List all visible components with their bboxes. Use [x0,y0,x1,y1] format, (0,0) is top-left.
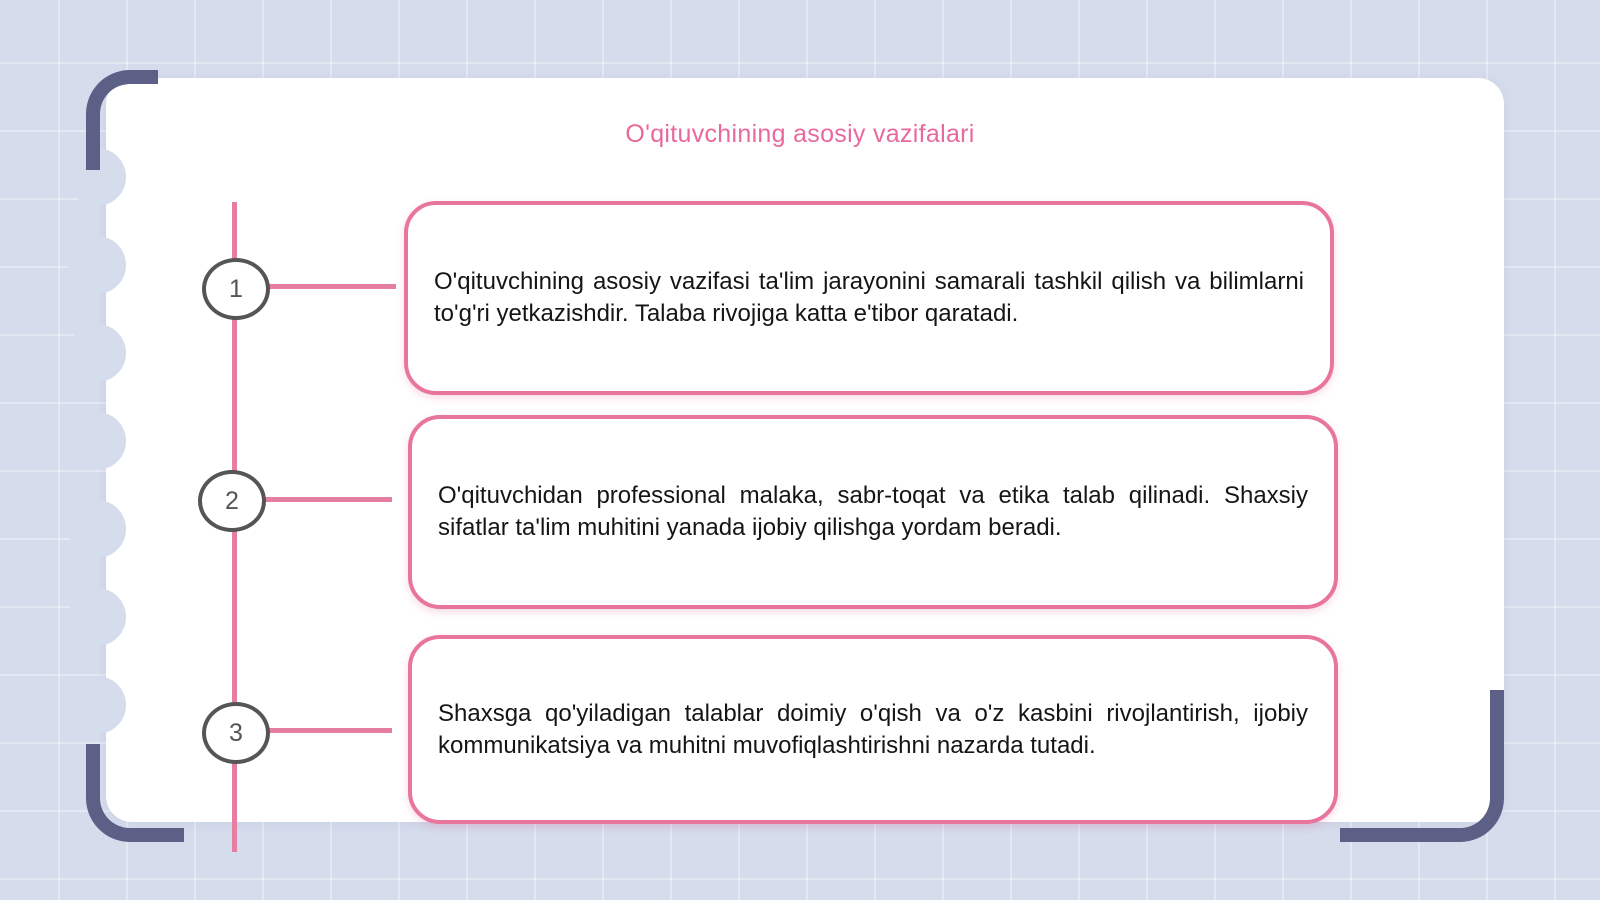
notebook-notch [68,500,126,558]
step-card [408,635,1338,824]
corner-bracket-bottom-left [86,744,184,842]
step-number-circle: 2 [198,470,266,532]
page-title: O'qituvchining asosiy vazifalari [625,120,975,148]
notebook-notch [68,412,126,470]
step-text: O'qituvchining asosiy vazifasi ta'lim jarayonini samarali tashkil qilish va bilimlarni to'g'ri yetkazishdir. Talaba rivojiga katta e'tibor qaratadi. [434,268,1304,327]
step-connector [266,728,392,733]
step-connector [262,497,392,502]
step-text: Shaxsga qo'yiladigan talablar doimiy o'qish va o'z kasbini rivojlantirish, ijobiy kommunikatsiya va muhitni muvofiqlashtirishni nazarda tutadi. [438,699,1308,759]
notebook-notch [68,588,126,646]
notebook-notch [68,676,126,734]
step-number-circle: 1 [202,258,270,320]
notebook-notch [68,236,126,294]
step-card [404,201,1334,395]
step-number-circle: 3 [202,702,270,764]
step-text: O'qituvchidan professional malaka, sabr-toqat va etika talab qilinadi. Shaxsiy sifatlar ta'lim muhitini yanada ijobiy qilishga yordam beradi. [438,482,1308,541]
notebook-notch [68,324,126,382]
step-connector [266,284,396,289]
step-card [408,415,1338,609]
corner-bracket-bottom-right [1340,690,1504,842]
